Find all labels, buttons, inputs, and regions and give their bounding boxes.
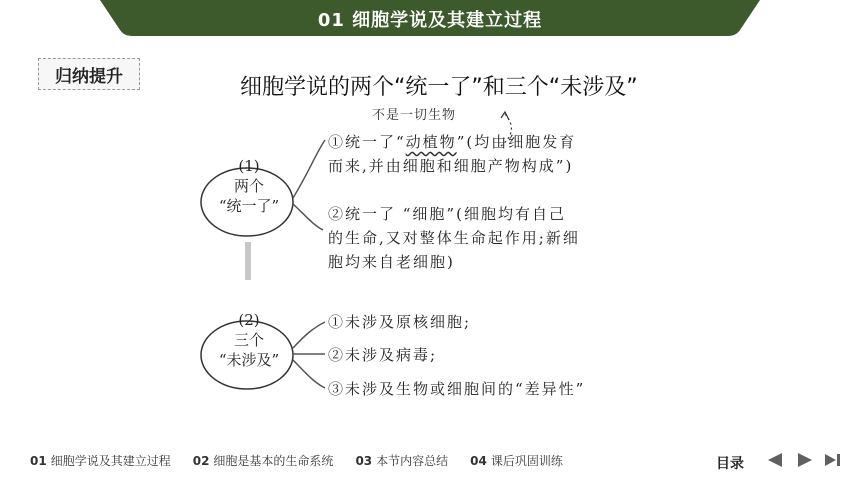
node1-line1: 两个 bbox=[233, 177, 264, 195]
item-unify-plants-animals bbox=[328, 130, 576, 178]
headline: 细胞学说的两个“统一了”和三个“未涉及” bbox=[240, 75, 638, 100]
item1-pre: ①统一了“ bbox=[328, 133, 406, 151]
footer-link-1[interactable] bbox=[30, 452, 171, 469]
prev-icon[interactable] bbox=[764, 449, 786, 471]
item-unify-cells bbox=[328, 202, 580, 274]
bracket1-bottom bbox=[293, 204, 323, 230]
node-connector bbox=[245, 242, 251, 280]
last-icon[interactable] bbox=[822, 449, 844, 471]
item-not-difference: ③未涉及生物或细胞间的“差异性” bbox=[328, 380, 586, 398]
footer-link-3-num: 03 bbox=[355, 454, 373, 468]
item1-line2: 而来,并由细胞和细胞产物构成”) bbox=[328, 157, 574, 175]
node2 bbox=[207, 310, 291, 370]
footer-link-3[interactable] bbox=[355, 452, 448, 469]
top-banner bbox=[100, 0, 760, 36]
bracket1-top bbox=[293, 140, 325, 198]
item1-underlined: 动植物 bbox=[405, 133, 457, 151]
node2-line1: 三个 bbox=[233, 331, 264, 349]
bracket2-bottom bbox=[293, 360, 325, 388]
bracket2-top bbox=[293, 322, 325, 348]
menu-link[interactable]: 目录 bbox=[716, 456, 744, 472]
summary-tag: 归纳提升 bbox=[38, 58, 140, 90]
note-arrowhead bbox=[501, 112, 509, 120]
footer-link-4[interactable] bbox=[470, 452, 563, 469]
footer-link-2[interactable] bbox=[193, 452, 334, 469]
footer-link-3-label: 本节内容总结 bbox=[376, 454, 449, 468]
item-not-prokaryote: ①未涉及原核细胞; bbox=[328, 313, 472, 331]
node1-line2: “统一了” bbox=[218, 197, 280, 215]
node1-num: (1) bbox=[238, 157, 260, 175]
node2-num: (2) bbox=[238, 311, 260, 329]
next-icon[interactable] bbox=[794, 449, 816, 471]
footer-nav bbox=[30, 452, 563, 469]
footer-link-2-num: 02 bbox=[192, 454, 210, 468]
footer-link-1-num: 01 bbox=[30, 454, 47, 468]
footer-link-2-label: 细胞是基本的生命系统 bbox=[213, 454, 334, 468]
item2-line1: ②统一了 “细胞”(细胞均有自己 bbox=[328, 205, 566, 223]
page-title: 01 细胞学说及其建立过程 bbox=[317, 10, 543, 31]
item2-line3: 胞均来自老细胞) bbox=[328, 253, 455, 271]
node2-line2: “未涉及” bbox=[218, 351, 280, 369]
footer-link-1-label: 细胞学说及其建立过程 bbox=[50, 454, 171, 468]
footer-link-4-num: 04 bbox=[470, 454, 487, 468]
node1 bbox=[207, 156, 291, 216]
item-not-virus: ②未涉及病毒; bbox=[328, 346, 438, 364]
footer-link-4-label: 课后巩固训练 bbox=[490, 454, 563, 468]
item1-post: ”(均由细胞发育 bbox=[456, 133, 577, 151]
item2-line2: 的生命,又对整体生命起作用;新细 bbox=[328, 229, 580, 247]
annotation-note: 不是一切生物 bbox=[372, 108, 457, 123]
